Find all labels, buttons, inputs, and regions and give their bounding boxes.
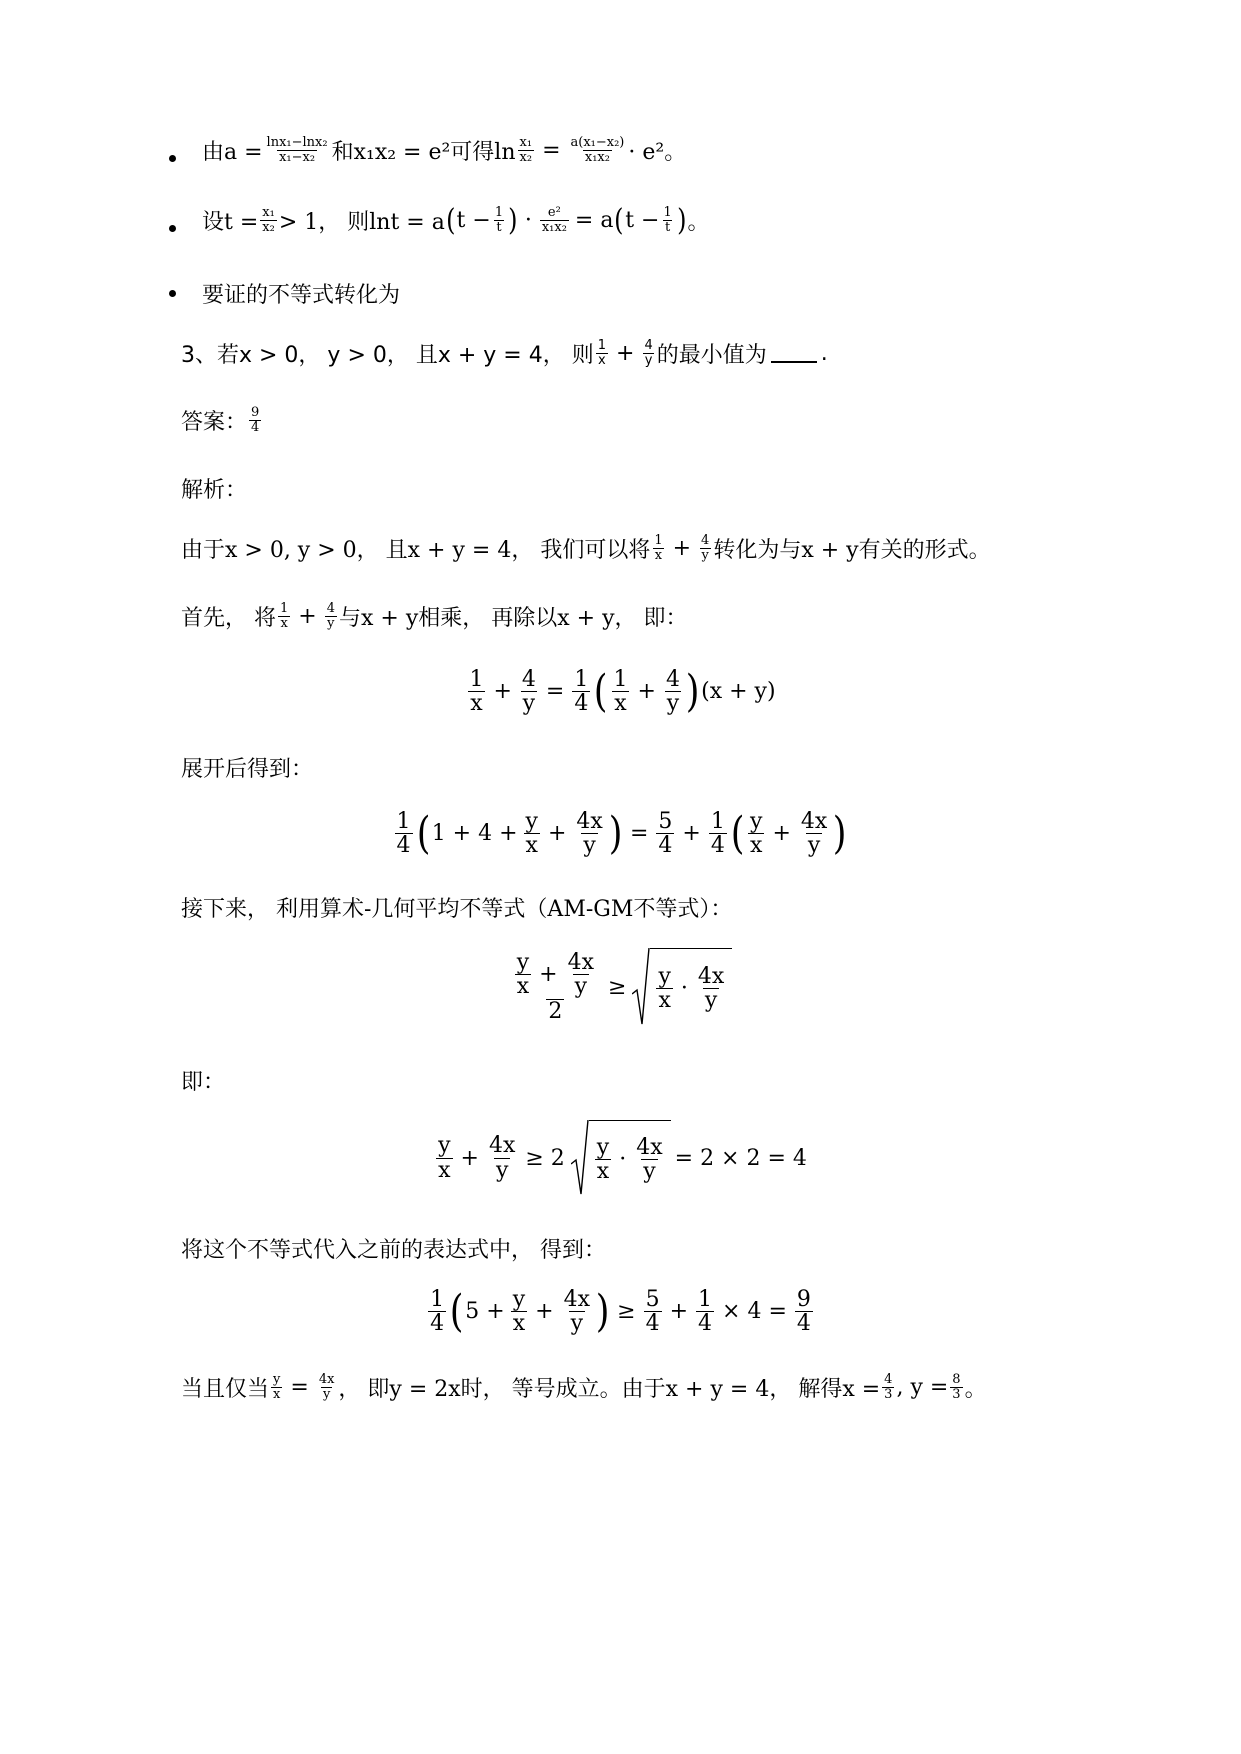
fraction xyxy=(467,668,485,715)
text: ， 即y = 2x时， 等号成立。由于x + y = 4， 解得x = xyxy=(338,1377,881,1402)
fraction xyxy=(515,951,531,998)
paragraph-5: 即： xyxy=(181,1070,226,1095)
numerator: 4 xyxy=(884,1372,893,1388)
fraction xyxy=(656,965,672,1012)
denominator: 4 xyxy=(698,1311,713,1337)
denominator: 4 xyxy=(796,1311,811,1337)
numerator: 1 xyxy=(396,809,411,834)
numerator: 4x xyxy=(697,963,725,989)
numerator: 1 xyxy=(574,667,589,692)
denominator: x₂ xyxy=(519,150,533,165)
operator: + xyxy=(535,1299,554,1325)
operator: + xyxy=(547,821,567,847)
denominator: x xyxy=(512,1311,526,1337)
dot: · xyxy=(524,208,532,233)
plus: + xyxy=(616,341,635,366)
fraction xyxy=(596,339,608,367)
fraction xyxy=(572,668,590,715)
denominator: x xyxy=(750,833,763,859)
radicand xyxy=(650,948,732,1026)
answer-label: 答案： xyxy=(181,410,248,435)
fraction xyxy=(595,1136,611,1183)
fraction xyxy=(882,1373,894,1401)
fraction xyxy=(325,602,337,630)
bullet-dot xyxy=(169,290,176,297)
fraction xyxy=(661,206,673,234)
numerator: lnx₁−lnx₂ xyxy=(266,135,328,151)
denominator: t xyxy=(664,220,671,235)
denominator: 3 xyxy=(884,1387,893,1402)
fraction xyxy=(520,668,538,715)
parenthesis: ( xyxy=(594,665,608,717)
math-text: = 2 × 2 = 4 xyxy=(674,1145,807,1171)
fraction xyxy=(644,1288,662,1335)
numerator: y xyxy=(516,950,530,976)
fraction xyxy=(795,1288,813,1335)
numerator: 9 xyxy=(796,1287,811,1312)
denominator: y xyxy=(701,548,709,563)
fraction xyxy=(511,1288,527,1335)
numerator: 4x xyxy=(563,1287,590,1312)
denominator: y xyxy=(522,691,536,717)
fraction xyxy=(540,206,569,234)
bullet-line-1 xyxy=(202,135,686,166)
numerator: 9 xyxy=(251,405,260,421)
numerator: 4x xyxy=(488,1133,516,1159)
text: > 1， 则lnt = a xyxy=(278,210,445,235)
math-text: (x + y) xyxy=(701,679,776,705)
numerator: 1 xyxy=(698,1287,713,1312)
operator: = xyxy=(545,679,565,705)
numerator: 1 xyxy=(654,533,663,549)
fraction xyxy=(395,810,413,857)
denominator: y xyxy=(583,833,596,859)
numerator: 4x xyxy=(567,950,594,976)
denominator: x₁x₂ xyxy=(584,150,610,165)
parenthesis: ) xyxy=(608,807,623,859)
numerator: 4x xyxy=(318,1372,335,1388)
parenthesis: ) xyxy=(508,202,518,238)
operator: · xyxy=(680,976,688,1001)
numerator: 4 xyxy=(521,667,536,692)
question-text: 3、若x > 0， y > 0， 且x + y = 4， 则 xyxy=(181,343,594,368)
fraction xyxy=(317,1373,337,1401)
equation-2 xyxy=(0,807,1241,859)
operator: + xyxy=(669,1299,689,1325)
fraction xyxy=(493,206,505,234)
denominator: 4 xyxy=(430,1311,445,1337)
denominator: y xyxy=(495,1157,509,1183)
math-text: 5 + xyxy=(465,1299,505,1325)
numerator: y xyxy=(438,1133,451,1159)
operator: · xyxy=(619,1147,627,1172)
denominator: y xyxy=(643,1159,656,1184)
operator: + xyxy=(460,1145,479,1171)
numerator: 4 xyxy=(326,601,335,617)
denominator: x xyxy=(596,1159,610,1184)
denominator: y xyxy=(574,974,588,1000)
fraction xyxy=(656,810,674,857)
operator: = xyxy=(629,821,649,847)
fraction xyxy=(696,965,726,1012)
operator: × 4 = xyxy=(722,1299,787,1325)
numerator: 1 xyxy=(597,338,607,354)
fraction xyxy=(950,1373,962,1401)
fraction xyxy=(562,1288,592,1335)
plus: + xyxy=(672,536,692,561)
fraction xyxy=(664,668,682,715)
paragraph-3: 展开后得到： xyxy=(181,757,314,782)
numerator: 4x xyxy=(800,809,828,834)
fraction xyxy=(574,810,604,857)
fraction xyxy=(428,1288,446,1335)
fraction xyxy=(436,1134,452,1181)
equals: = xyxy=(542,138,561,163)
numerator xyxy=(511,951,600,998)
numerator: 4x xyxy=(636,1134,663,1160)
fraction xyxy=(799,810,829,857)
parenthesis: ) xyxy=(833,807,847,859)
fraction xyxy=(265,136,330,164)
fraction xyxy=(699,534,711,562)
answer xyxy=(181,405,263,436)
denominator: y xyxy=(666,691,680,717)
numerator: 8 xyxy=(952,1372,961,1388)
parenthesis: ( xyxy=(416,807,430,859)
numerator: e² xyxy=(547,205,561,221)
fraction xyxy=(569,136,627,164)
numerator: 1 xyxy=(710,809,725,834)
paragraph-1 xyxy=(181,533,991,564)
fraction xyxy=(612,668,630,715)
fraction xyxy=(524,810,540,857)
fraction xyxy=(518,136,535,164)
operator: = xyxy=(290,1375,309,1400)
numerator: 4 xyxy=(644,338,653,354)
denominator: 4 xyxy=(645,1311,660,1337)
equation-4 xyxy=(0,1120,1241,1196)
text: , y = xyxy=(896,1375,949,1400)
denominator: x xyxy=(598,353,606,368)
text: 和x₁x₂ = e²可得ln xyxy=(331,140,516,165)
fraction xyxy=(748,810,764,857)
text: = a xyxy=(574,208,614,233)
numerator: 5 xyxy=(658,809,673,834)
denominator: x xyxy=(470,691,483,717)
text: 由于x > 0, y > 0， 且x + y = 4， 我们可以将 xyxy=(181,538,651,563)
fraction xyxy=(709,810,727,857)
math-text: 1 + 4 + xyxy=(431,821,518,847)
numerator: y xyxy=(596,1134,610,1160)
paragraph-7 xyxy=(181,1372,987,1403)
numerator: y xyxy=(512,1287,526,1312)
denominator: x xyxy=(614,691,627,717)
denominator: x xyxy=(516,974,530,1000)
numerator: 1 xyxy=(613,667,628,692)
question xyxy=(181,338,828,369)
denominator: 4 xyxy=(251,420,260,435)
numerator: 1 xyxy=(494,205,504,221)
equation-3 xyxy=(0,948,1241,1026)
radical-sign-icon xyxy=(571,1120,589,1196)
fraction xyxy=(511,951,600,1022)
fraction xyxy=(566,951,596,998)
square-root xyxy=(632,948,732,1026)
fraction xyxy=(260,206,277,234)
parenthesis: ( xyxy=(446,202,456,238)
denominator: y xyxy=(327,616,335,631)
denominator: x₂ xyxy=(262,220,275,235)
denominator: y xyxy=(570,1311,583,1337)
numerator: 4 xyxy=(701,533,710,549)
bullet-dot xyxy=(169,225,176,232)
bullet-line-3: 要证的不等式转化为 xyxy=(202,283,401,308)
denominator: y xyxy=(322,1387,331,1402)
denominator: x₁x₂ xyxy=(541,220,567,235)
fraction xyxy=(278,602,290,630)
bullet-dot xyxy=(169,155,176,162)
numerator: 1 xyxy=(663,205,672,221)
answer-fraction xyxy=(249,406,261,434)
radical-sign-icon xyxy=(632,948,650,1026)
fraction xyxy=(634,1136,664,1183)
text: 。 xyxy=(964,1377,987,1402)
radicand xyxy=(589,1120,671,1196)
text: t − xyxy=(625,208,660,233)
denominator: x xyxy=(438,1157,451,1183)
operator: + xyxy=(637,679,656,705)
operator: ≥ xyxy=(608,974,627,1000)
fraction xyxy=(642,339,654,367)
numerator: 5 xyxy=(645,1287,660,1312)
numerator: y xyxy=(273,1372,281,1388)
denominator: 4 xyxy=(710,833,725,859)
denominator: t xyxy=(496,220,502,235)
equation-5 xyxy=(0,1285,1241,1337)
numerator: 1 xyxy=(430,1287,445,1312)
answer-blank xyxy=(771,345,817,363)
denominator: y xyxy=(644,353,653,368)
denominator: x xyxy=(273,1387,281,1402)
denominator: y xyxy=(704,988,718,1013)
analysis-label: 解析： xyxy=(181,478,248,503)
denominator: 3 xyxy=(952,1387,961,1402)
square-root xyxy=(571,1120,671,1196)
denominator: 2 xyxy=(548,998,563,1024)
numerator: x₁ xyxy=(262,205,275,221)
parenthesis: ) xyxy=(676,202,687,238)
parenthesis: ( xyxy=(614,202,625,238)
question-text: 的最小值为 xyxy=(656,343,767,368)
numerator: y xyxy=(750,809,763,834)
text: 转化为与x + y有关的形式。 xyxy=(713,538,991,563)
parenthesis: ) xyxy=(685,665,700,717)
operator: + xyxy=(772,821,791,847)
operator: + xyxy=(539,962,558,988)
text: 设t = xyxy=(202,210,259,235)
parenthesis: ( xyxy=(730,807,745,859)
operator: + xyxy=(682,821,701,847)
denominator: x xyxy=(658,988,671,1013)
text: t − xyxy=(456,208,491,233)
operator: ≥ xyxy=(617,1299,636,1325)
denominator: 4 xyxy=(574,691,589,717)
fraction xyxy=(487,1134,517,1181)
equation-1 xyxy=(0,665,1241,717)
numerator: a(x₁−x₂) xyxy=(570,135,625,151)
numerator: 1 xyxy=(280,601,289,617)
denominator: x xyxy=(654,548,663,563)
text: 。 xyxy=(687,210,710,235)
numerator: 4 xyxy=(665,667,680,692)
paragraph-6: 将这个不等式代入之前的表达式中， 得到： xyxy=(181,1238,606,1263)
denominator: x₁−x₂ xyxy=(279,150,316,165)
numerator: x₁ xyxy=(519,135,533,151)
operator: + xyxy=(493,679,512,705)
text: · e²。 xyxy=(628,140,687,165)
operator: ≥ 2 xyxy=(525,1145,565,1171)
numerator: 1 xyxy=(469,667,484,692)
fraction xyxy=(652,534,664,562)
text: 当且仅当 xyxy=(181,1377,270,1402)
denominator: x xyxy=(280,616,288,631)
bullet-line-2 xyxy=(202,202,710,238)
text: 由a = xyxy=(202,140,263,165)
denominator: 4 xyxy=(658,833,673,859)
paragraph-4: 接下来， 利用算术-几何平均不等式（AM-GM不等式）： xyxy=(181,897,733,922)
paragraph-2 xyxy=(181,601,688,632)
denominator: y xyxy=(807,833,821,859)
parenthesis: ( xyxy=(449,1285,464,1337)
numerator: 4x xyxy=(576,809,603,834)
fraction xyxy=(271,1373,282,1401)
numerator: y xyxy=(525,809,538,834)
text: 与x + y相乘， 再除以x + y， 即： xyxy=(339,606,688,631)
period: . xyxy=(820,341,828,366)
plus: + xyxy=(298,604,317,629)
denominator: 4 xyxy=(396,833,411,859)
numerator: y xyxy=(658,963,671,989)
fraction xyxy=(696,1288,714,1335)
denominator: x xyxy=(525,833,538,859)
text: 首先， 将 xyxy=(181,606,276,631)
parenthesis: ) xyxy=(595,1285,610,1337)
